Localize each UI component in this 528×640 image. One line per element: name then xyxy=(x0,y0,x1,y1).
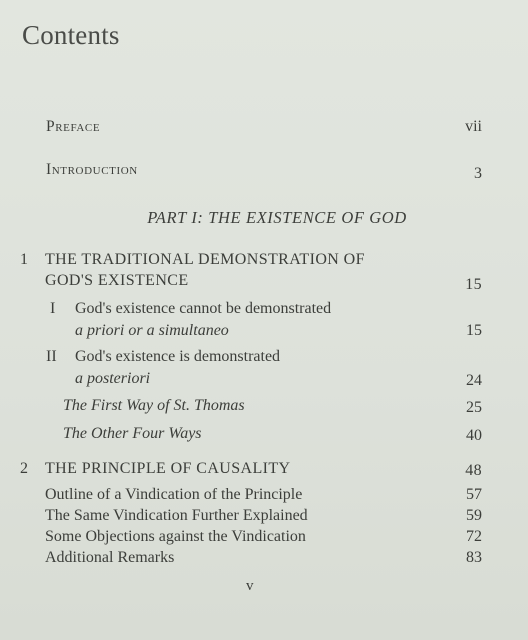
toc-entry-page: 48 xyxy=(465,462,482,479)
toc-entry-page: 57 xyxy=(466,486,482,503)
toc-entry-label: Introduction xyxy=(46,161,138,178)
toc-section-1-line1[interactable] xyxy=(0,298,528,320)
toc-section-2-line2[interactable] xyxy=(0,368,528,390)
toc-entry-label: The Other Four Ways xyxy=(63,425,202,442)
toc-entry-label: The Same Vindication Further Explained xyxy=(45,507,308,524)
chapter-title-line1: THE TRADITIONAL DEMONSTRATION OF xyxy=(45,251,365,268)
toc-entry-page: 59 xyxy=(466,507,482,524)
toc-entry-label: The First Way of St. Thomas xyxy=(63,397,245,414)
toc-entry-introduction[interactable] xyxy=(0,159,528,181)
toc-entry-page: vii xyxy=(465,118,482,135)
toc-section-2-line1[interactable] xyxy=(0,346,528,368)
toc-entry-preface[interactable] xyxy=(0,116,528,138)
section-title-line1: God's existence cannot be demonstrated xyxy=(75,300,332,317)
toc-entry[interactable] xyxy=(0,505,528,527)
section-numeral: I xyxy=(50,300,56,317)
section-title-line1: God's existence is demonstrated xyxy=(75,348,281,365)
toc-chapter-1-line2[interactable] xyxy=(0,270,528,292)
toc-entry-label: Additional Remarks xyxy=(45,549,175,566)
toc-entry[interactable] xyxy=(0,547,528,569)
toc-entry-page: 3 xyxy=(474,165,482,182)
toc-chapter-1-line1[interactable] xyxy=(0,249,528,271)
toc-entry-page: 25 xyxy=(466,399,482,416)
toc-section-1-line2[interactable] xyxy=(0,320,528,342)
toc-entry-label: Preface xyxy=(46,118,101,135)
toc-entry-page: 15 xyxy=(466,322,482,339)
chapter-title-line2: GOD'S EXISTENCE xyxy=(45,272,189,289)
toc-entry[interactable] xyxy=(0,484,528,506)
toc-subsection-first-way[interactable] xyxy=(0,395,528,417)
toc-entry-label: Some Objections against the Vindication xyxy=(45,528,306,545)
chapter-title: THE PRINCIPLE OF CAUSALITY xyxy=(45,460,291,477)
toc-subsection-other-ways[interactable] xyxy=(0,423,528,445)
toc-entry-page: 40 xyxy=(466,427,482,444)
page-folio: v xyxy=(246,578,254,594)
toc-entry[interactable] xyxy=(0,526,528,548)
contents-heading: Contents xyxy=(22,20,120,50)
section-title-line2: a priori or a simultaneo xyxy=(75,322,229,339)
chapter-number: 2 xyxy=(20,460,29,477)
part-title: PART I: THE EXISTENCE OF GOD xyxy=(147,208,407,227)
section-title-line2: a posteriori xyxy=(75,370,151,387)
section-numeral: II xyxy=(46,348,57,365)
toc-entry-page: 15 xyxy=(465,276,482,293)
toc-entry-page: 83 xyxy=(466,549,482,566)
toc-entry-page: 72 xyxy=(466,528,482,545)
toc-entry-label: Outline of a Vindication of the Principle xyxy=(45,486,303,503)
chapter-number: 1 xyxy=(20,251,29,268)
toc-chapter-2[interactable] xyxy=(0,458,528,480)
toc-entry-page: 24 xyxy=(466,372,482,389)
